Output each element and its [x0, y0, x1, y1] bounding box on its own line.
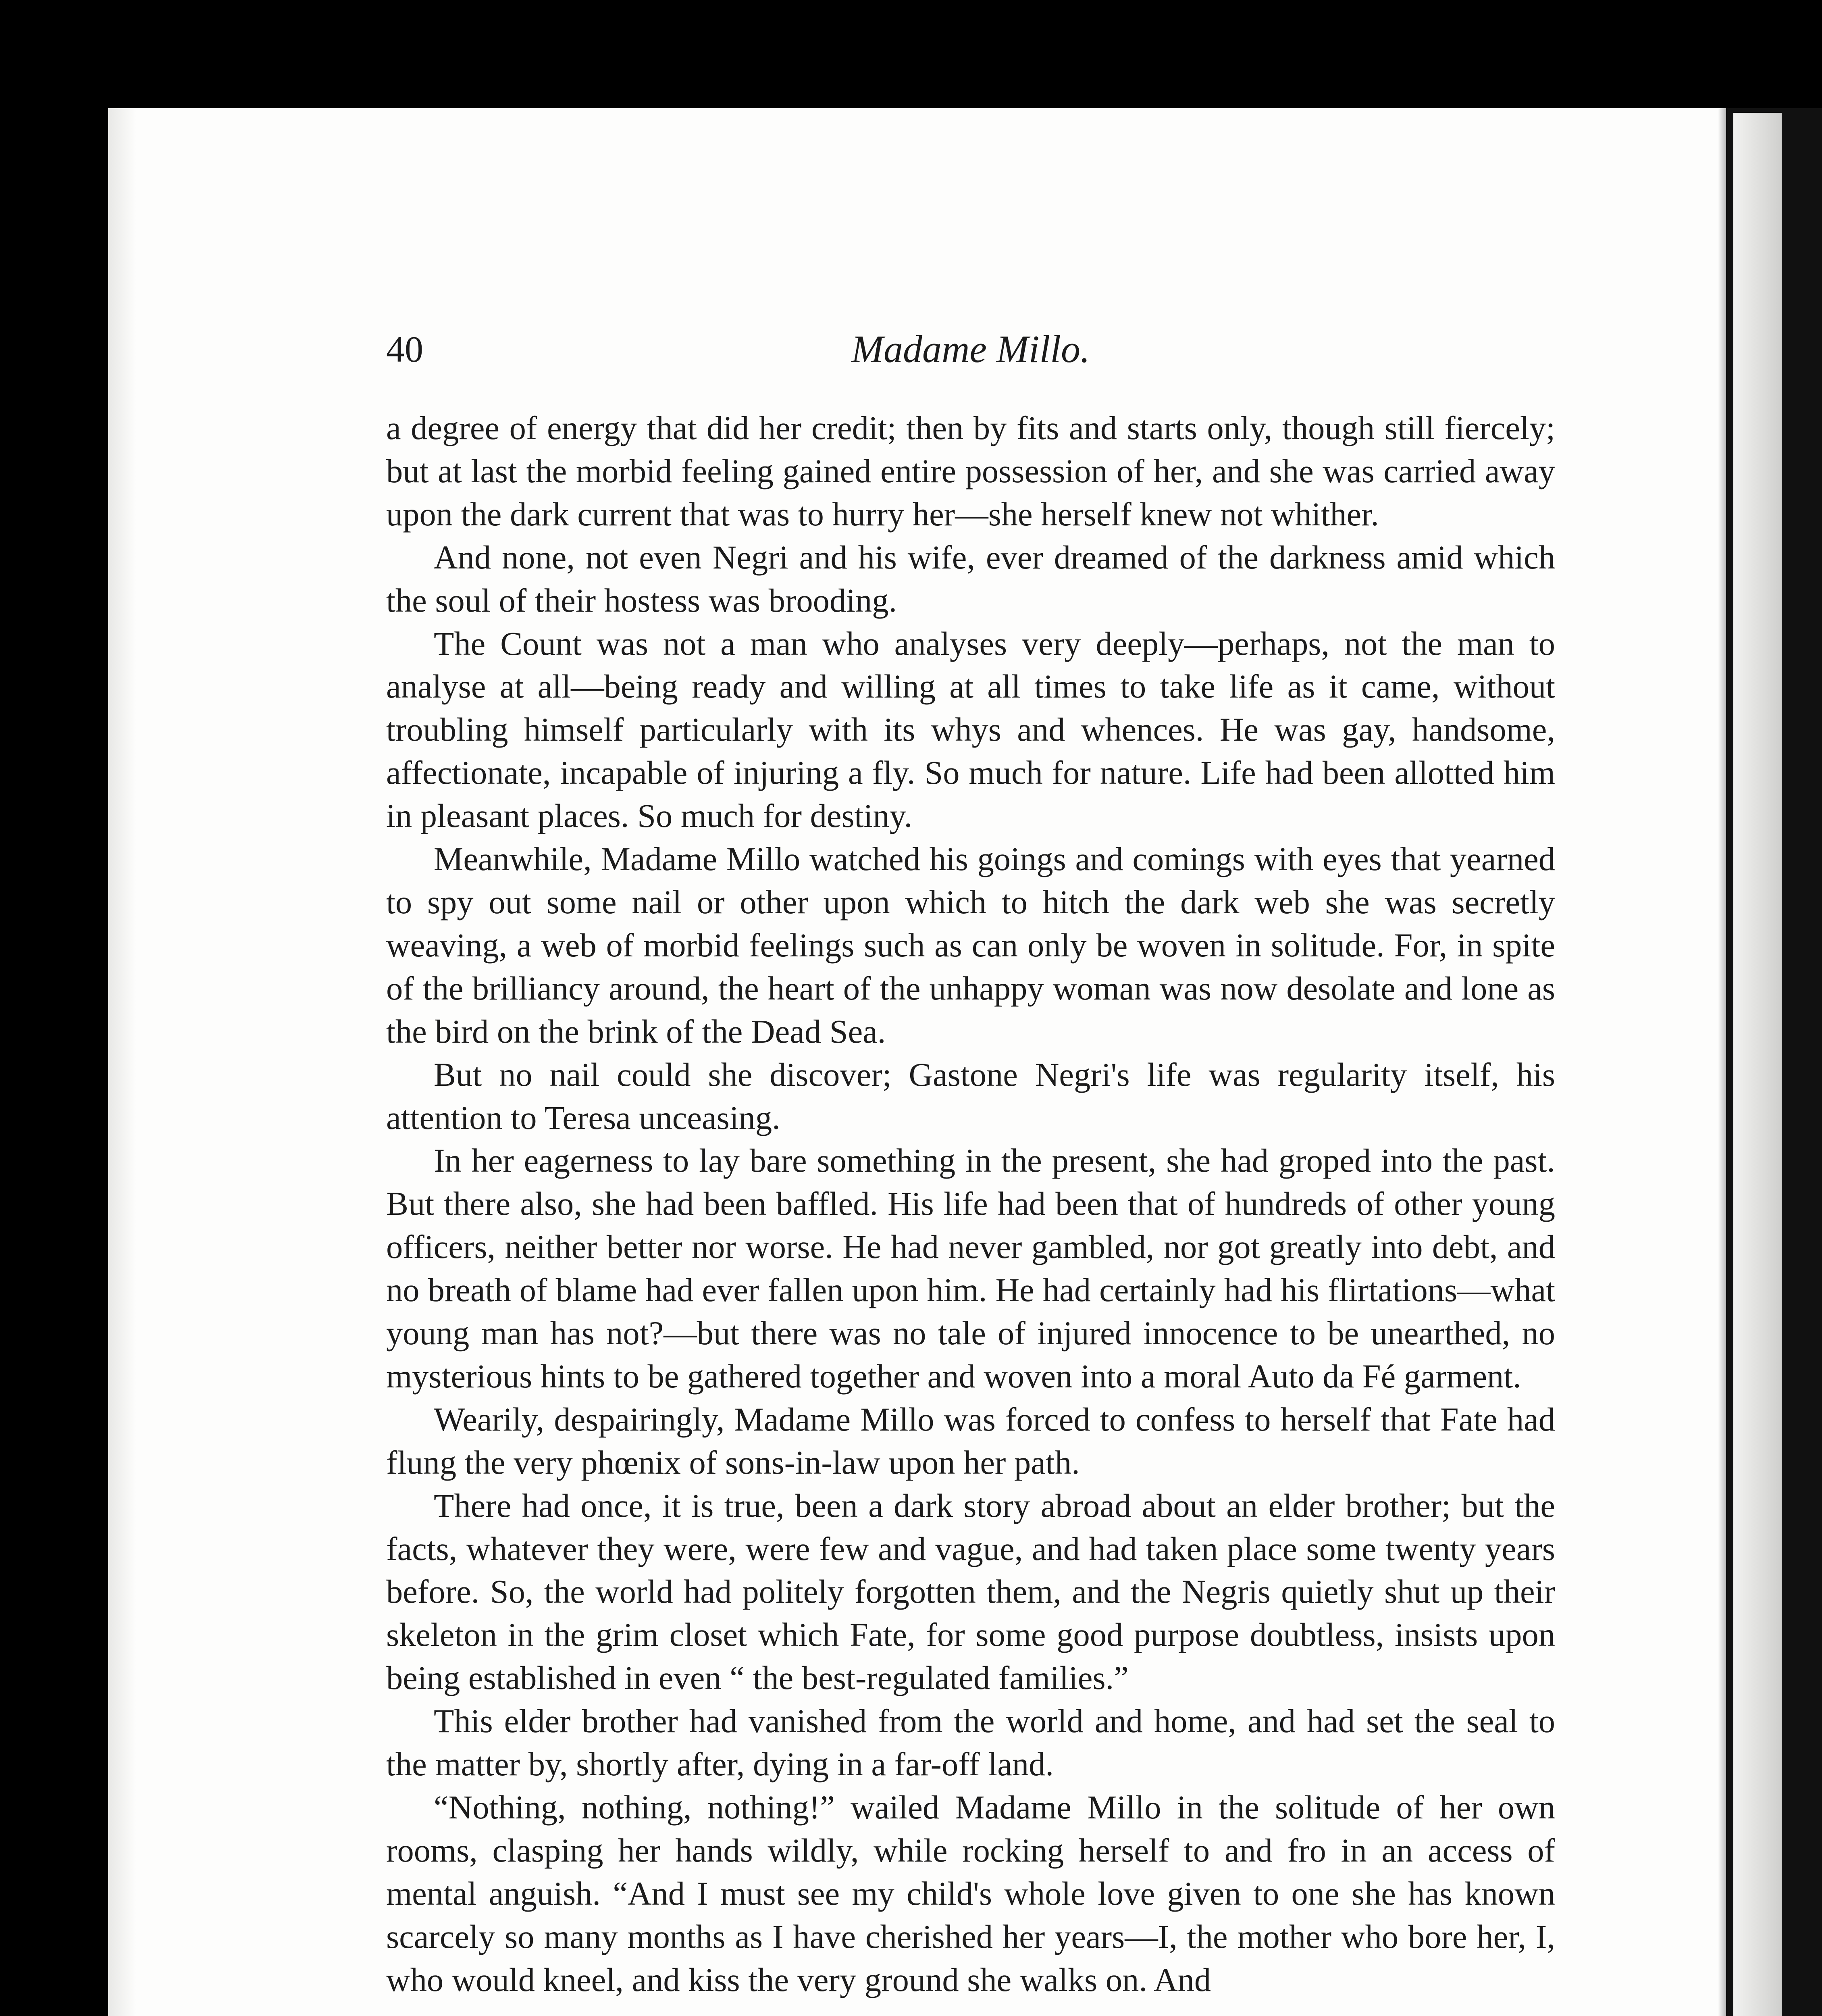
- paragraph: But no nail could she discover; Gastone Negri's life was regularity itself, his attention to Teresa unceasing.: [386, 1056, 1555, 1136]
- body-text: [386, 406, 1555, 2001]
- paragraph: In her eagerness to lay bare something in the present, she had groped into the past. But there also, she had been baffled. His life had been that of hundreds of other young officers, neither better nor worse. He had never gambled, nor got greatly into debt, and no breath of blame had ever fallen upon him. He had certainly had his flirtations—what young man has not?—but there was no tale of injured innocence to be unearthed, no mysterious hints to be gathered together and woven into a moral Auto da Fé garment.: [386, 1142, 1555, 1395]
- paragraph: This elder brother had vanished from the world and home, and had set the seal to the matter by, shortly after, dying in a far-off land.: [386, 1702, 1555, 1783]
- facing-page-edge: [1733, 113, 1782, 2016]
- running-title: Madame Millo.: [851, 327, 1090, 371]
- paragraph: a degree of energy that did her credit; then by fits and starts only, though still fiercely; but at last the morbid feeling gained entire possession of her, and she was carried away upon the dark current that was to hurry her—she herself knew not whither.: [386, 409, 1555, 533]
- page-number: 40: [386, 329, 423, 370]
- paragraph: And none, not even Negri and his wife, ever dreamed of the darkness amid which the soul of their hostess was brooding.: [386, 538, 1555, 619]
- paragraph: Meanwhile, Madame Millo watched his goings and comings with eyes that yearned to spy out some nail or other upon which to hitch the dark web she was secretly weaving, a web of morbid feelings such as can only be woven in solitude. For, in spite of the brilliancy around, the heart of the unhappy woman was now desolate and lone as the bird on the brink of the Dead Sea.: [386, 840, 1555, 1050]
- page-edge-shading: [108, 108, 136, 2016]
- paragraph: There had once, it is true, been a dark story abroad about an elder brother; but the facts, whatever they were, were few and vague, and had taken place some twenty years before. So, the world had politely forgotten them, and the Negris quietly shut up their skeleton in the grim closet which Fate, for some good purpose doubtless, insists upon being established in even “ the best-regulated families.”: [386, 1487, 1555, 1697]
- paragraph: Wearily, despairingly, Madame Millo was forced to confess to herself that Fate had flung the very phœnix of sons-in-law upon her path.: [386, 1400, 1555, 1481]
- paragraph: The Count was not a man who analyses very deeply—perhaps, not the man to analyse at all—being ready and willing at all times to take life as it came, without troubling himself particularly with its whys and whences. He was gay, handsome, affectionate, incapable of injuring a fly. So much for nature. Life had been allotted him in pleasant places. So much for destiny.: [386, 625, 1555, 835]
- paragraph: “Nothing, nothing, nothing!” wailed Madame Millo in the solitude of her own rooms, clasping her hands wildly, while rocking herself to and fro in an access of mental anguish. “And I must see my child's whole love given to one she has known scarcely so many months as I have cherished her years—I, the mother who bore her, I, who would kneel, and kiss the very ground she walks on. And: [386, 1789, 1555, 1998]
- page-header: [386, 321, 1555, 377]
